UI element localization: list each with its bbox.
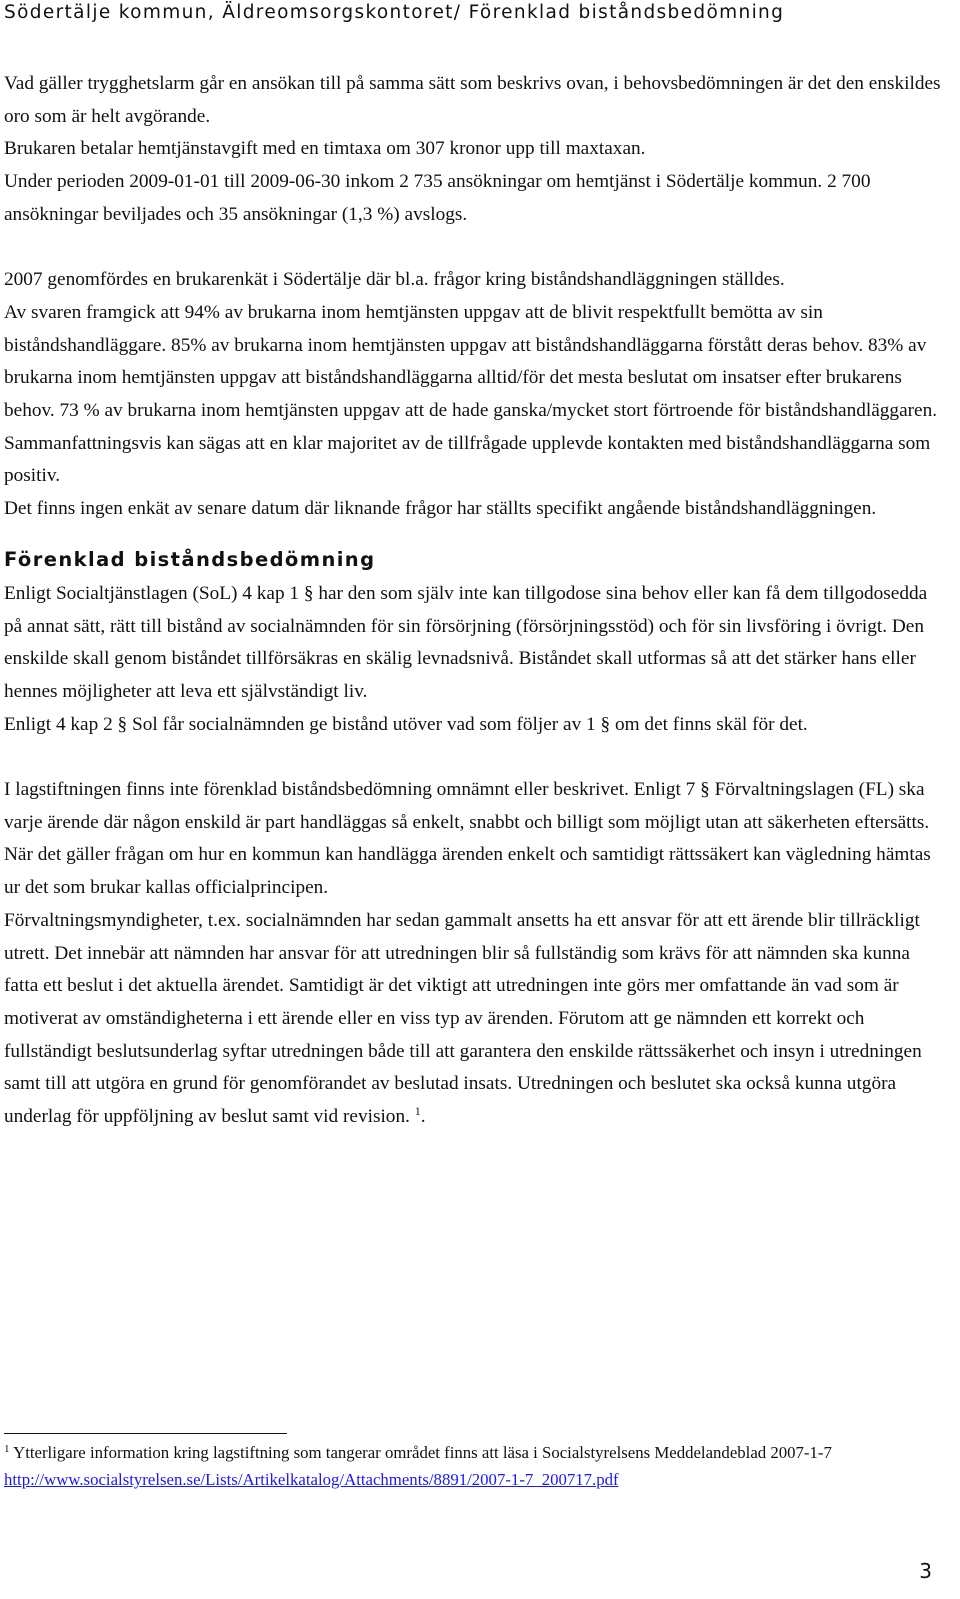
footnote-mark: 1 (4, 1442, 10, 1455)
footnote-text-line (4, 1439, 944, 1493)
paragraph-spacer (4, 741, 944, 774)
footnote-text: Ytterligare information kring lagstiftning som tangerar området finns att läsa i Socialstyrelsens Meddelandeblad 2007-1-7 (13, 1443, 832, 1462)
paragraph-trygghetslarm: Vad gäller trygghetslarm går en ansökan till på samma sätt som beskrivs ovan, i behovsbedömningen är det den enskildes oro som är helt avgörande. (4, 73, 941, 127)
paragraph-ansokningar: Under perioden 2009-01-01 till 2009-06-30 inkom 2 735 ansökningar om hemtjänst i Södertälje kommun. 2 700 ansökningar beviljades och 35 ansökningar (1,3 %) avslogs. (4, 171, 871, 225)
page-number: 3 (919, 1559, 932, 1583)
paragraph-forvaltningslagen: I lagstiftningen finns inte förenklad biståndsbedömning omnämnt eller beskrivet. Enligt 7 § Förvaltningslagen (FL) ska varje ärende där någon enskild är part handläggas så enkelt, snabbt och billigt som möjligt utan att säkerheten eftersätts. När det gäller frågan om hur en kommun kan handlägga ärenden enkelt och samtidigt rättssäkert kan vägledning hämtas ur det som brukar kallas officialprincipen. (4, 779, 931, 899)
footnote-link[interactable]: http://www.socialstyrelsen.se/Lists/Artikelkatalog/Attachments/8891/2007-1-7_200717.pdf (4, 1470, 619, 1489)
paragraph-enkatresultat: Av svaren framgick att 94% av brukarna inom hemtjänsten uppgav att de blivit respektfullt bemötta av sin biståndshandläggare. 85% av brukarna inom hemtjänsten uppgav att biståndshandläggarna förstått deras behov. 83% av brukarna inom hemtjänsten uppgav att biståndshandläggarna alltid/för det mesta beslutat om insatser efter brukarens behov. 73 % av brukarna inom hemtjänsten uppgav att de hade ganska/mycket stort förtroende för biståndshandläggaren. Sammanfattningsvis kan sägas att en klar majoritet av de tillfrågade upplevde kontakten med biståndshandläggarna som positiv. (4, 301, 938, 487)
paragraph-spacer (4, 232, 944, 265)
paragraph-sol-4-kap-1: Enligt Socialtjänstlagen (SoL) 4 kap 1 § har den som själv inte kan tillgodose sina behov eller kan få dem tillgodosedda på annat sätt, rätt till bistånd av socialnämnden för sin försörjning (försörjningsstöd) och för sin livsföring i övrigt. Den enskilde skall genom biståndet tillförsäkras en skälig levnadsnivå. Biståndet skall utformas så att det stärker hans eller hennes möjligheter att leva ett självständigt liv. (4, 582, 928, 702)
running-header: Södertälje kommun, Äldreomsorgskontoret/ Förenklad biståndsbedömning (4, 2, 785, 23)
body-text (4, 68, 944, 1134)
paragraph-brukarenkat: 2007 genomfördes en brukarenkät i Södertälje där bl.a. frågor kring biståndshandläggningen ställdes. (4, 269, 785, 291)
paragraph-end-punctuation: . (420, 1106, 426, 1128)
paragraph-timtaxa: Brukaren betalar hemtjänstavgift med en timtaxa om 307 kronor upp till maxtaxan. (4, 138, 646, 160)
paragraph-forvaltningsmyndigheter-text: Förvaltningsmyndigheter, t.ex. socialnämnden har sedan gammalt ansetts ha ett ansvar för att ett ärende blir tillräckligt utrett. Det innebär att nämnden har ansvar för att utredningen blir så fullständig som krävs för att nämnden ska kunna fatta ett beslut i det aktuella ärendet. Samtidigt är det viktigt att utredningen inte görs mer omfattande än vad som är motiverat av omständigheterna i ett ärende eller en viss typ av ärenden. Förutom att ge nämnden ett korrekt och fullständigt beslutsunderlag syftar utredningen både till att garantera den enskilde rättssäkerhet och insyn i utredningen samt till att utgöra en grund för genomförandet av beslutad insats. Utredningen och beslutet ska också kunna utgöra underlag för uppföljning av beslut samt vid revision. (4, 909, 922, 1128)
paragraph-forvaltningsmyndigheter (4, 905, 944, 1134)
paragraph-sol-4-kap-2: Enligt 4 kap 2 § Sol får socialnämnden ge bistånd utöver vad som följer av 1 § om det finns skäl för det. (4, 713, 808, 735)
footnote-reference[interactable]: 1 (414, 1103, 421, 1118)
section-heading: Förenklad biståndsbedömning (4, 547, 376, 571)
footnote (4, 1439, 944, 1493)
paragraph-ingen-enkat: Det finns ingen enkät av senare datum där liknande frågor har ställts specifikt angående biståndshandläggningen. (4, 498, 877, 520)
footnote-divider (4, 1433, 287, 1434)
